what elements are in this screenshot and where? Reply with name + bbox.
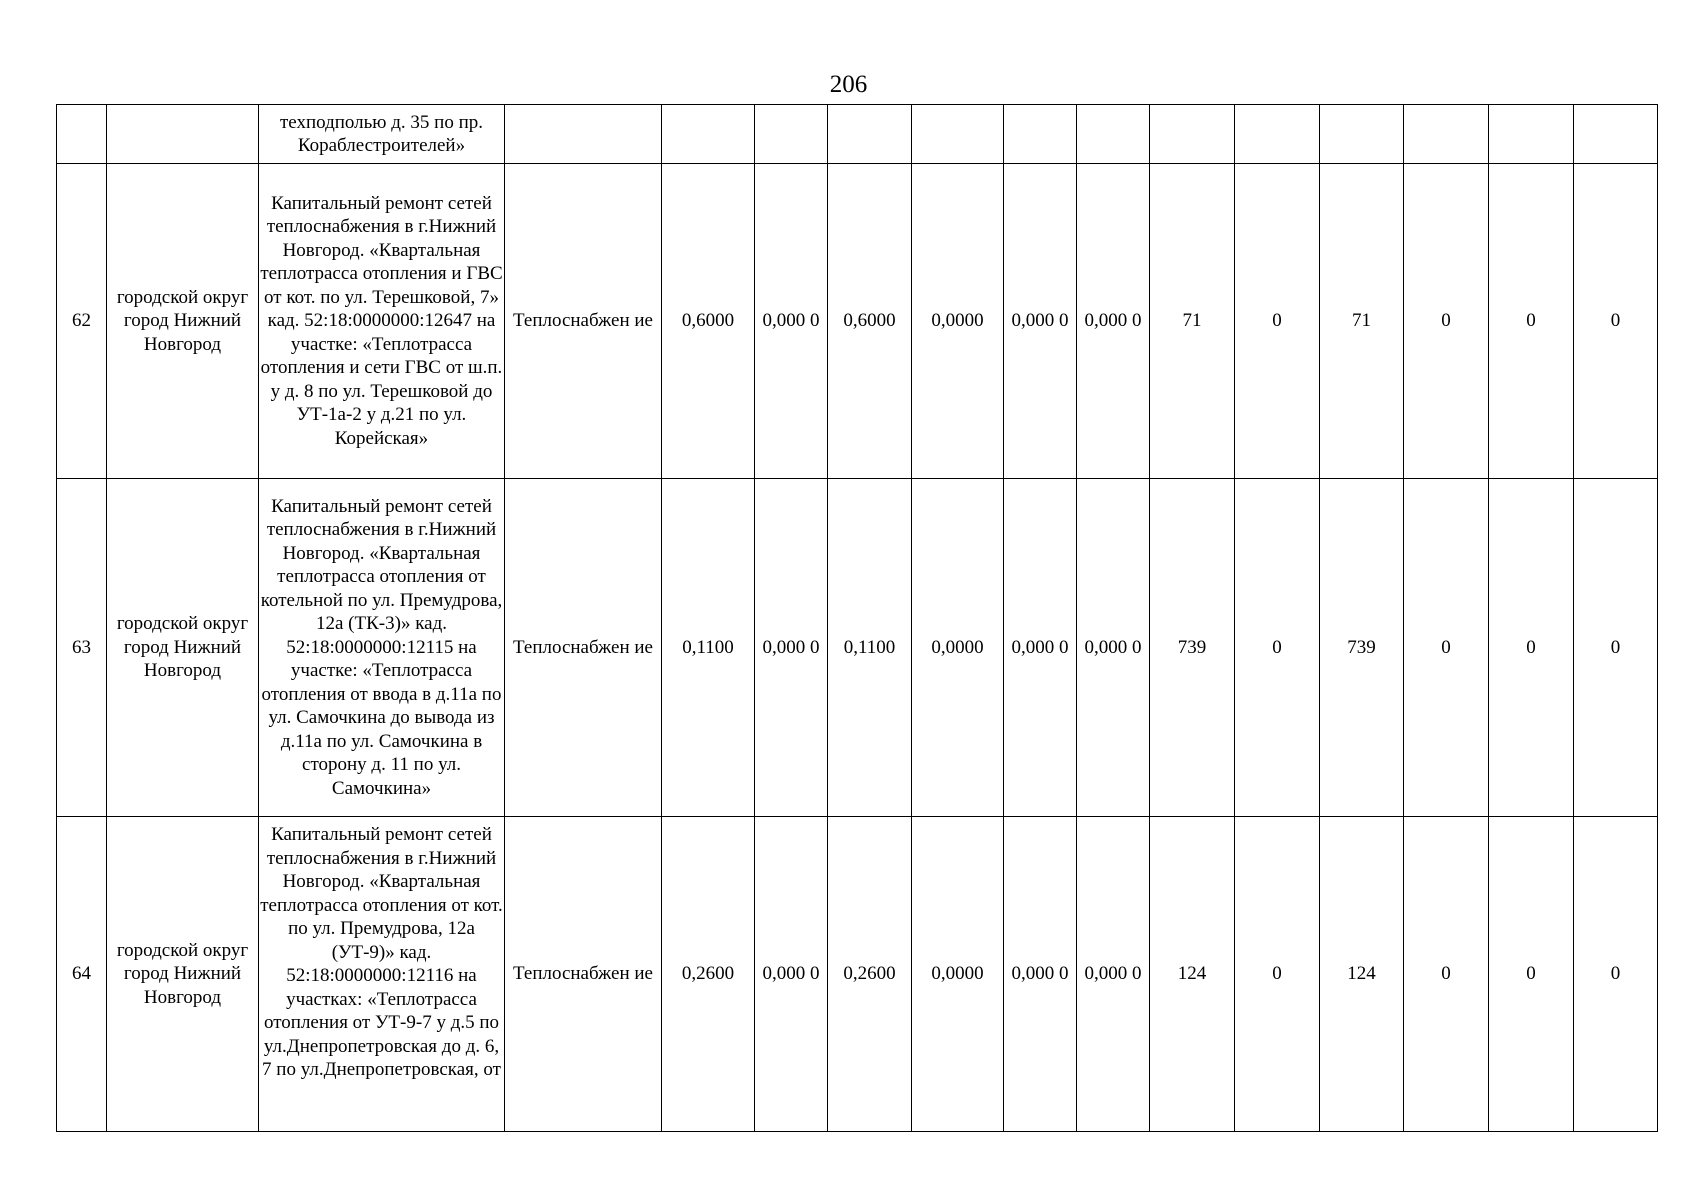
sector-cell: Теплоснабжен ие — [505, 817, 662, 1132]
municipality-cell — [107, 105, 259, 164]
value-cell: 739 — [1320, 479, 1404, 817]
value-cell: 0,000 0 — [755, 817, 828, 1132]
value-cell — [1235, 105, 1320, 164]
value-cell: 0,000 0 — [1004, 164, 1077, 479]
value-cell: 0 — [1404, 817, 1489, 1132]
description-cell: техподполью д. 35 по пр. Кораблестроителей» — [259, 105, 505, 164]
value-cell — [1320, 105, 1404, 164]
value-cell: 0 — [1404, 164, 1489, 479]
value-cell: 0 — [1574, 817, 1658, 1132]
municipality-cell: городской округ город Нижний Новгород — [107, 479, 259, 817]
value-cell — [1404, 105, 1489, 164]
value-cell — [912, 105, 1004, 164]
row-number-cell: 62 — [57, 164, 107, 479]
row-number-cell — [57, 105, 107, 164]
value-cell: 0,000 0 — [755, 479, 828, 817]
sector-cell — [505, 105, 662, 164]
sector-cell: Теплоснабжен ие — [505, 164, 662, 479]
table-row — [57, 164, 1658, 479]
value-cell: 124 — [1150, 817, 1235, 1132]
description-cell: Капитальный ремонт сетей теплоснабжения в г.Нижний Новгород. «Квартальная теплотрасса отопления от кот. по ул. Премудрова, 12а (УТ-9)» кад. 52:18:0000000:12116 на участках: «Теплотрасса отопления от УТ-9-7 у д.5 по ул.Днепропетровская до д. 6, 7 по ул.Днепропетровская, от — [259, 817, 505, 1132]
value-cell: 0 — [1404, 479, 1489, 817]
page-number: 206 — [829, 71, 868, 98]
value-cell: 0 — [1574, 164, 1658, 479]
value-cell: 71 — [1320, 164, 1404, 479]
value-cell: 0,0000 — [912, 817, 1004, 1132]
value-cell: 0,0000 — [912, 164, 1004, 479]
value-cell — [662, 105, 755, 164]
value-cell: 124 — [1320, 817, 1404, 1132]
value-cell — [828, 105, 912, 164]
value-cell: 0 — [1235, 479, 1320, 817]
value-cell — [1574, 105, 1658, 164]
sector-cell: Теплоснабжен ие — [505, 479, 662, 817]
value-cell — [1150, 105, 1235, 164]
description-cell: Капитальный ремонт сетей теплоснабжения в г.Нижний Новгород. «Квартальная теплотрасса отопления и ГВС от кот. по ул. Терешковой, 7» кад. 52:18:0000000:12647 на участке: «Теплотрасса отопления и сети ГВС от ш.п. у д. 8 по ул. Терешковой до УТ-1а-2 у д.21 по ул. Корейская» — [259, 164, 505, 479]
value-cell: 71 — [1150, 164, 1235, 479]
value-cell: 739 — [1150, 479, 1235, 817]
value-cell: 0,000 0 — [1004, 817, 1077, 1132]
value-cell: 0 — [1574, 479, 1658, 817]
municipality-cell: городской округ город Нижний Новгород — [107, 164, 259, 479]
table-body — [57, 105, 1658, 1132]
description-cell: Капитальный ремонт сетей теплоснабжения в г.Нижний Новгород. «Квартальная теплотрасса отопления от котельной по ул. Премудрова, 12а (ТК-3)» кад. 52:18:0000000:12115 на участке: «Теплотрасса отопления от ввода в д.11а по ул. Самочкина до вывода из д.11а по ул. Самочкина в сторону д. 11 по ул. Самочкина» — [259, 479, 505, 817]
value-cell: 0,000 0 — [1077, 479, 1150, 817]
value-cell: 0 — [1489, 817, 1574, 1132]
row-number-cell: 63 — [57, 479, 107, 817]
value-cell — [755, 105, 828, 164]
value-cell: 0,2600 — [662, 817, 755, 1132]
value-cell: 0,000 0 — [1077, 164, 1150, 479]
value-cell: 0 — [1489, 164, 1574, 479]
table-row — [57, 105, 1658, 164]
value-cell: 0,0000 — [912, 479, 1004, 817]
municipality-cell: городской округ город Нижний Новгород — [107, 817, 259, 1132]
row-number-cell: 64 — [57, 817, 107, 1132]
table-row — [57, 479, 1658, 817]
value-cell: 0,000 0 — [1004, 479, 1077, 817]
value-cell — [1004, 105, 1077, 164]
value-cell: 0,1100 — [662, 479, 755, 817]
table-row — [57, 817, 1658, 1132]
value-cell — [1489, 105, 1574, 164]
value-cell: 0 — [1489, 479, 1574, 817]
value-cell: 0,6000 — [662, 164, 755, 479]
value-cell: 0,2600 — [828, 817, 912, 1132]
program-table — [56, 104, 1658, 1132]
value-cell — [1077, 105, 1150, 164]
value-cell: 0,1100 — [828, 479, 912, 817]
value-cell: 0,000 0 — [1077, 817, 1150, 1132]
value-cell: 0,000 0 — [755, 164, 828, 479]
value-cell: 0 — [1235, 164, 1320, 479]
value-cell: 0 — [1235, 817, 1320, 1132]
value-cell: 0,6000 — [828, 164, 912, 479]
